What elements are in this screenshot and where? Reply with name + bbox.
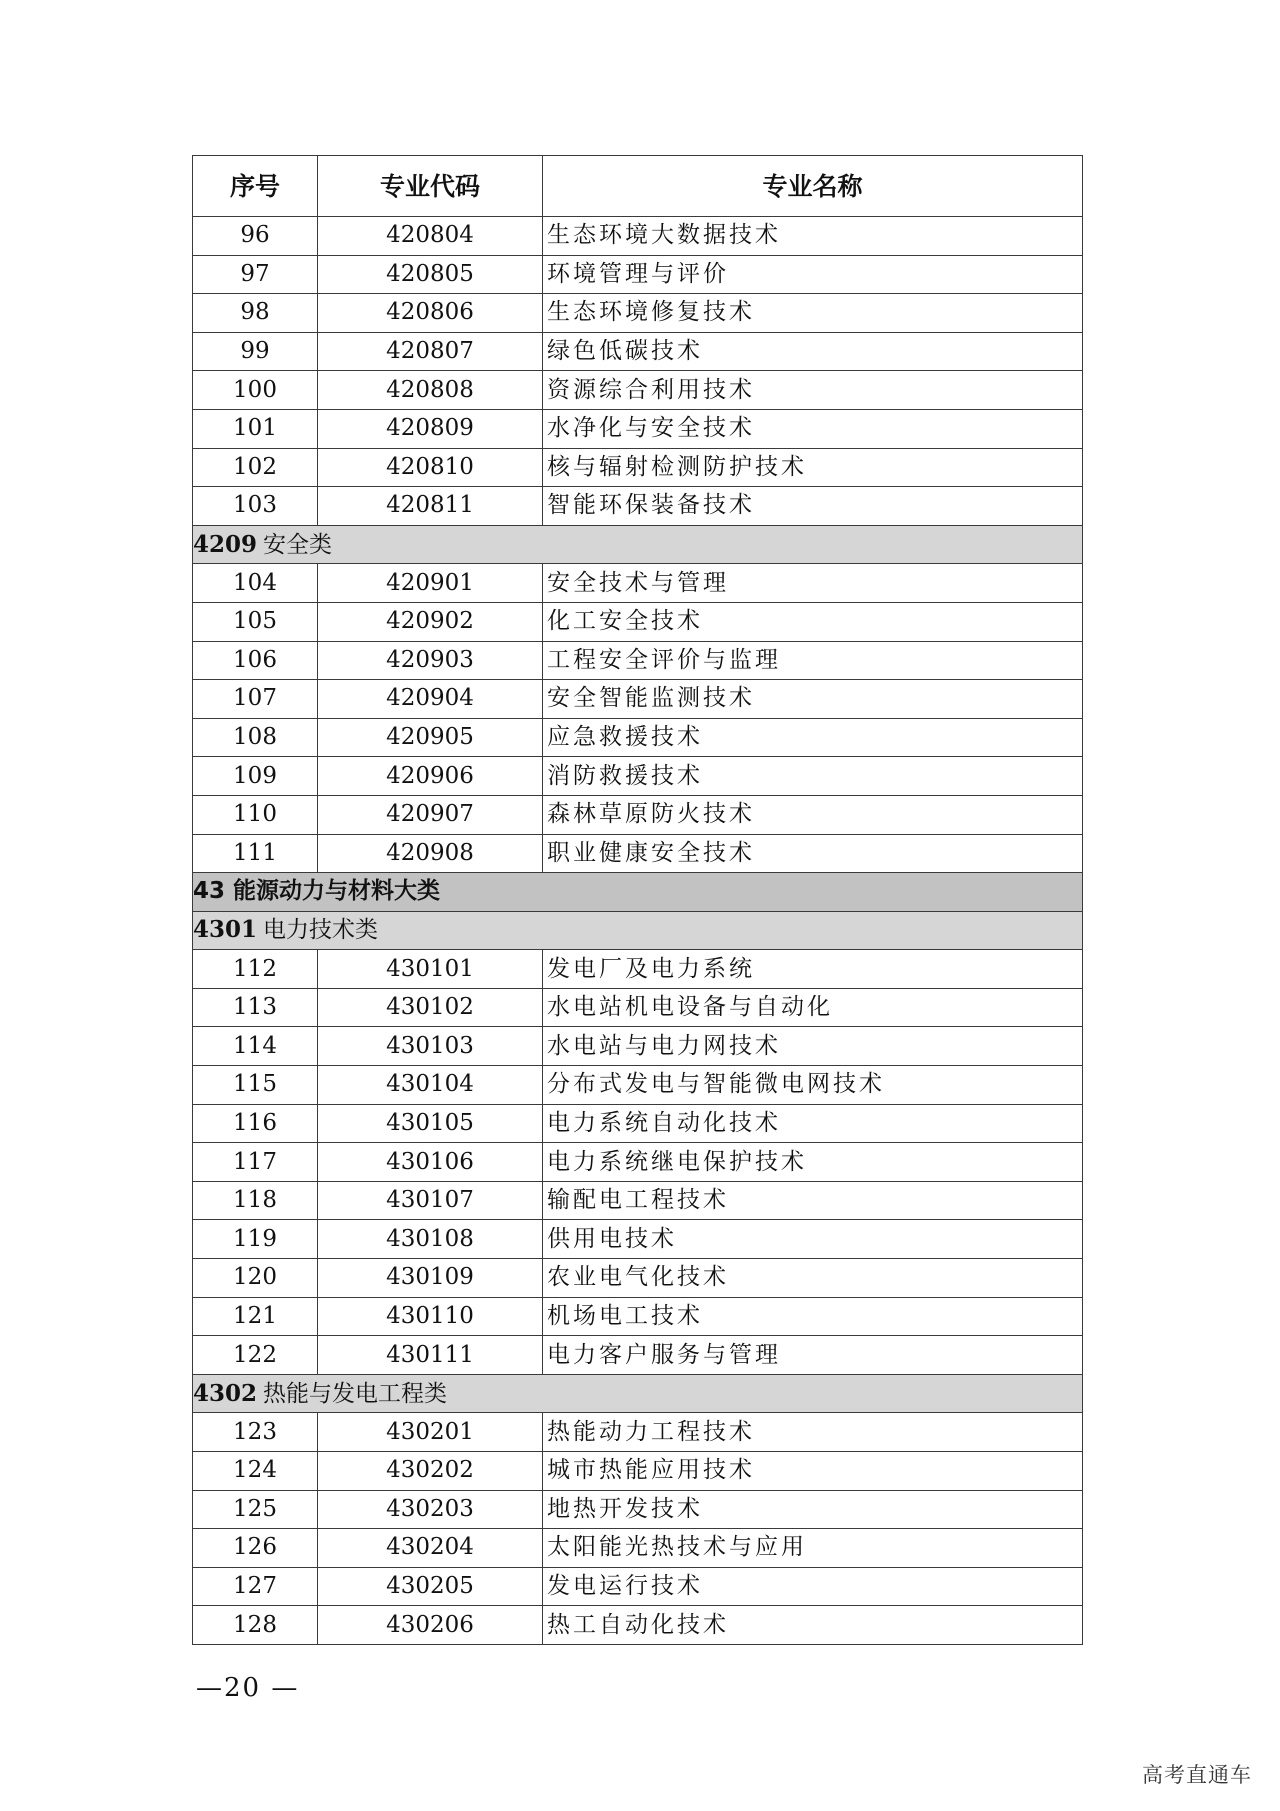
table-row bbox=[193, 834, 1083, 873]
major-name-cell: 水电站机电设备与自动化 bbox=[543, 988, 1083, 1027]
serial-number-cell: 118 bbox=[193, 1181, 318, 1220]
major-code-cell: 420907 bbox=[318, 795, 543, 834]
major-name-cell: 环境管理与评价 bbox=[543, 255, 1083, 294]
header-serial-number: 序号 bbox=[193, 156, 318, 217]
serial-number-cell: 106 bbox=[193, 641, 318, 680]
major-code-cell: 420806 bbox=[318, 294, 543, 333]
major-code-cell: 430206 bbox=[318, 1606, 543, 1645]
serial-number-cell: 107 bbox=[193, 680, 318, 719]
major-name-cell: 热工自动化技术 bbox=[543, 1606, 1083, 1645]
category-label: 热能与发电工程类 bbox=[263, 1380, 448, 1407]
serial-number-cell: 123 bbox=[193, 1413, 318, 1452]
serial-number-cell: 127 bbox=[193, 1567, 318, 1606]
table-row bbox=[193, 371, 1083, 410]
table-body bbox=[193, 217, 1083, 1645]
serial-number-cell: 96 bbox=[193, 217, 318, 256]
header-major-name: 专业名称 bbox=[543, 156, 1083, 217]
page-number: —20 — bbox=[196, 1673, 300, 1703]
table-row bbox=[193, 641, 1083, 680]
major-code-cell: 430104 bbox=[318, 1066, 543, 1105]
major-name-cell: 分布式发电与智能微电网技术 bbox=[543, 1066, 1083, 1105]
serial-number-cell: 112 bbox=[193, 950, 318, 989]
serial-number-cell: 121 bbox=[193, 1297, 318, 1336]
major-name-cell: 森林草原防火技术 bbox=[543, 795, 1083, 834]
major-name-cell: 太阳能光热技术与应用 bbox=[543, 1529, 1083, 1568]
serial-number-cell: 103 bbox=[193, 487, 318, 526]
major-name-cell: 热能动力工程技术 bbox=[543, 1413, 1083, 1452]
major-code-cell: 430110 bbox=[318, 1297, 543, 1336]
category-cell bbox=[193, 525, 1083, 564]
serial-number-cell: 128 bbox=[193, 1606, 318, 1645]
major-name-cell: 发电厂及电力系统 bbox=[543, 950, 1083, 989]
major-name-cell: 安全智能监测技术 bbox=[543, 680, 1083, 719]
major-name-cell: 工程安全评价与监理 bbox=[543, 641, 1083, 680]
serial-number-cell: 105 bbox=[193, 602, 318, 641]
table-row bbox=[193, 1027, 1083, 1066]
major-name-cell: 安全技术与管理 bbox=[543, 564, 1083, 603]
major-name-cell: 地热开发技术 bbox=[543, 1490, 1083, 1529]
table-row bbox=[193, 294, 1083, 333]
category-row bbox=[193, 1374, 1083, 1413]
table-header bbox=[193, 156, 1083, 217]
table-row bbox=[193, 1336, 1083, 1375]
major-code-cell: 430202 bbox=[318, 1452, 543, 1491]
major-code-cell: 420811 bbox=[318, 487, 543, 526]
table-row bbox=[193, 1413, 1083, 1452]
major-code-cell: 420808 bbox=[318, 371, 543, 410]
serial-number-cell: 122 bbox=[193, 1336, 318, 1375]
category-row bbox=[193, 525, 1083, 564]
table-row bbox=[193, 795, 1083, 834]
major-code-cell: 420903 bbox=[318, 641, 543, 680]
header-major-code: 专业代码 bbox=[318, 156, 543, 217]
major-code-cell: 420804 bbox=[318, 217, 543, 256]
table-row bbox=[193, 718, 1083, 757]
major-catalog-table bbox=[192, 155, 1083, 1645]
major-code-cell: 430204 bbox=[318, 1529, 543, 1568]
table-row bbox=[193, 409, 1083, 448]
serial-number-cell: 124 bbox=[193, 1452, 318, 1491]
major-name-cell: 化工安全技术 bbox=[543, 602, 1083, 641]
major-name-cell: 机场电工技术 bbox=[543, 1297, 1083, 1336]
major-code-cell: 430101 bbox=[318, 950, 543, 989]
major-name-cell: 电力系统继电保护技术 bbox=[543, 1143, 1083, 1182]
serial-number-cell: 100 bbox=[193, 371, 318, 410]
table-row bbox=[193, 1220, 1083, 1259]
category-label: 安全类 bbox=[263, 531, 333, 558]
serial-number-cell: 98 bbox=[193, 294, 318, 333]
major-name-cell: 绿色低碳技术 bbox=[543, 332, 1083, 371]
major-code-cell: 430108 bbox=[318, 1220, 543, 1259]
major-name-cell: 职业健康安全技术 bbox=[543, 834, 1083, 873]
table-row bbox=[193, 1567, 1083, 1606]
serial-number-cell: 111 bbox=[193, 834, 318, 873]
major-name-cell: 生态环境修复技术 bbox=[543, 294, 1083, 333]
watermark-text: 高考直通车 bbox=[1142, 1763, 1252, 1787]
major-name-cell: 智能环保装备技术 bbox=[543, 487, 1083, 526]
table-row bbox=[193, 1181, 1083, 1220]
table-row bbox=[193, 1529, 1083, 1568]
major-name-cell: 发电运行技术 bbox=[543, 1567, 1083, 1606]
major-code-cell: 420905 bbox=[318, 718, 543, 757]
major-code-cell: 430201 bbox=[318, 1413, 543, 1452]
category-code: 4209 bbox=[193, 530, 258, 558]
major-name-cell: 生态环境大数据技术 bbox=[543, 217, 1083, 256]
serial-number-cell: 114 bbox=[193, 1027, 318, 1066]
major-code-cell: 420902 bbox=[318, 602, 543, 641]
major-code-cell: 430105 bbox=[318, 1104, 543, 1143]
major-code-cell: 420908 bbox=[318, 834, 543, 873]
major-name-cell: 电力系统自动化技术 bbox=[543, 1104, 1083, 1143]
table-row bbox=[193, 255, 1083, 294]
major-code-cell: 420805 bbox=[318, 255, 543, 294]
header-row bbox=[193, 156, 1083, 217]
table-row bbox=[193, 1606, 1083, 1645]
table-row bbox=[193, 332, 1083, 371]
major-name-cell: 应急救援技术 bbox=[543, 718, 1083, 757]
category-cell bbox=[193, 1374, 1083, 1413]
table-row bbox=[193, 1066, 1083, 1105]
serial-number-cell: 125 bbox=[193, 1490, 318, 1529]
major-category-label: 43 能源动力与材料大类 bbox=[193, 873, 1083, 912]
serial-number-cell: 110 bbox=[193, 795, 318, 834]
category-code: 4302 bbox=[193, 1379, 258, 1407]
serial-number-cell: 102 bbox=[193, 448, 318, 487]
major-name-cell: 城市热能应用技术 bbox=[543, 1452, 1083, 1491]
major-name-cell: 资源综合利用技术 bbox=[543, 371, 1083, 410]
major-code-cell: 430103 bbox=[318, 1027, 543, 1066]
table-row bbox=[193, 757, 1083, 796]
major-code-cell: 430111 bbox=[318, 1336, 543, 1375]
serial-number-cell: 119 bbox=[193, 1220, 318, 1259]
serial-number-cell: 97 bbox=[193, 255, 318, 294]
serial-number-cell: 101 bbox=[193, 409, 318, 448]
major-code-cell: 420807 bbox=[318, 332, 543, 371]
table-row bbox=[193, 1259, 1083, 1298]
table-row bbox=[193, 680, 1083, 719]
major-name-cell: 水电站与电力网技术 bbox=[543, 1027, 1083, 1066]
major-code-cell: 430102 bbox=[318, 988, 543, 1027]
major-name-cell: 核与辐射检测防护技术 bbox=[543, 448, 1083, 487]
table-row bbox=[193, 988, 1083, 1027]
serial-number-cell: 116 bbox=[193, 1104, 318, 1143]
major-code-cell: 420906 bbox=[318, 757, 543, 796]
category-cell bbox=[193, 911, 1083, 950]
table-row bbox=[193, 448, 1083, 487]
serial-number-cell: 108 bbox=[193, 718, 318, 757]
major-category-row bbox=[193, 873, 1083, 912]
major-code-cell: 420901 bbox=[318, 564, 543, 603]
serial-number-cell: 115 bbox=[193, 1066, 318, 1105]
serial-number-cell: 126 bbox=[193, 1529, 318, 1568]
table-row bbox=[193, 1452, 1083, 1491]
table-row bbox=[193, 487, 1083, 526]
category-code: 4301 bbox=[193, 916, 258, 944]
major-code-cell: 430109 bbox=[318, 1259, 543, 1298]
major-name-cell: 消防救援技术 bbox=[543, 757, 1083, 796]
table-row bbox=[193, 950, 1083, 989]
major-code-cell: 420810 bbox=[318, 448, 543, 487]
major-code-cell: 430205 bbox=[318, 1567, 543, 1606]
major-name-cell: 水净化与安全技术 bbox=[543, 409, 1083, 448]
table-row bbox=[193, 564, 1083, 603]
table-row bbox=[193, 602, 1083, 641]
table-row bbox=[193, 1297, 1083, 1336]
table-row bbox=[193, 1490, 1083, 1529]
serial-number-cell: 109 bbox=[193, 757, 318, 796]
serial-number-cell: 99 bbox=[193, 332, 318, 371]
serial-number-cell: 120 bbox=[193, 1259, 318, 1298]
major-code-cell: 430107 bbox=[318, 1181, 543, 1220]
major-name-cell: 供用电技术 bbox=[543, 1220, 1083, 1259]
serial-number-cell: 104 bbox=[193, 564, 318, 603]
major-code-cell: 430203 bbox=[318, 1490, 543, 1529]
table-row bbox=[193, 1143, 1083, 1182]
major-code-cell: 430106 bbox=[318, 1143, 543, 1182]
major-code-cell: 420904 bbox=[318, 680, 543, 719]
serial-number-cell: 117 bbox=[193, 1143, 318, 1182]
category-row bbox=[193, 911, 1083, 950]
major-code-cell: 420809 bbox=[318, 409, 543, 448]
table-row bbox=[193, 1104, 1083, 1143]
major-name-cell: 电力客户服务与管理 bbox=[543, 1336, 1083, 1375]
major-name-cell: 农业电气化技术 bbox=[543, 1259, 1083, 1298]
table-row bbox=[193, 217, 1083, 256]
major-name-cell: 输配电工程技术 bbox=[543, 1181, 1083, 1220]
category-label: 电力技术类 bbox=[263, 917, 379, 944]
serial-number-cell: 113 bbox=[193, 988, 318, 1027]
